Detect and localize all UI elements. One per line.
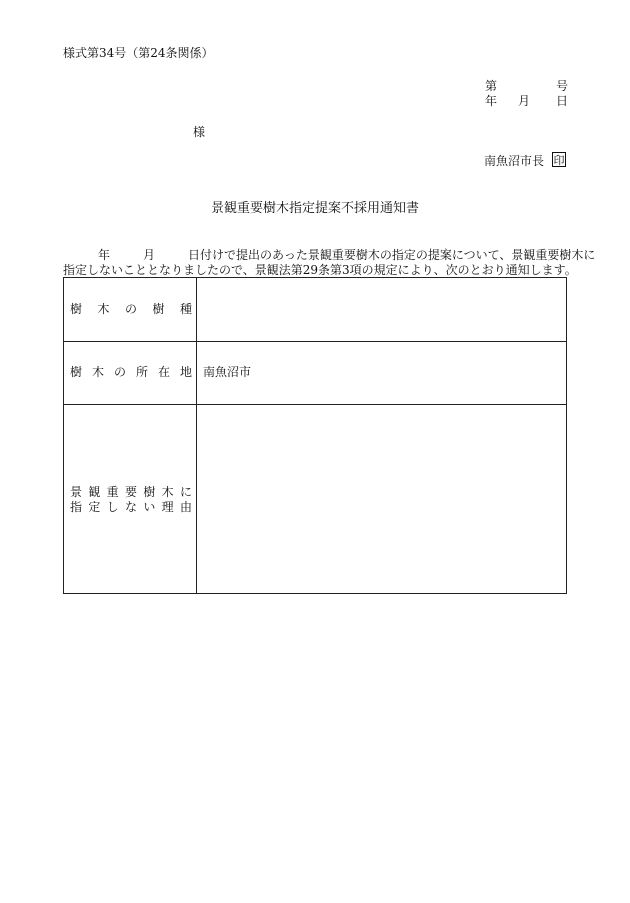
date-year-label: 年 — [485, 94, 498, 108]
recipient-honorific: 様 — [193, 125, 206, 139]
seal-stamp-box: 印 — [553, 154, 565, 167]
label-reason-line-1: 景観重要樹木に — [70, 485, 192, 499]
label-cell — [64, 278, 197, 341]
issuer-name: 南魚沼市長 — [484, 154, 545, 168]
body-month-label: 月 — [143, 248, 156, 262]
value-cell-tree-species[interactable] — [197, 278, 566, 341]
table-row-tree-species — [64, 278, 566, 342]
body-text-line-2: 指定しないこととなりましたので、景観法第29条第3項の規定により、次のとおり通知します。 — [63, 263, 577, 277]
info-table — [63, 277, 567, 594]
form-number: 様式第34号（第24条関係） — [63, 46, 214, 60]
value-cell-tree-location[interactable] — [197, 341, 566, 404]
document-number-suffix: 号 — [556, 79, 569, 93]
value-tree-location: 南魚沼市 — [203, 365, 252, 379]
table-row-reason — [64, 405, 566, 593]
document-number-prefix: 第 — [485, 79, 498, 93]
label-cell — [64, 405, 197, 593]
label-tree-location: 樹木の所在地 — [70, 365, 192, 379]
value-cell-reason[interactable] — [197, 405, 566, 593]
date-day-label: 日 — [556, 94, 569, 108]
date-month-label: 月 — [518, 94, 531, 108]
label-cell — [64, 341, 197, 404]
body-text-line-1 — [63, 248, 595, 262]
document-title: 景観重要樹木指定提案不採用通知書 — [210, 201, 419, 216]
body-text-1: 日付けで提出のあった景観重要樹木の指定の提案について、景観重要樹木に — [188, 248, 596, 262]
body-year-label: 年 — [98, 248, 111, 262]
table-row-tree-location — [64, 341, 566, 405]
label-reason-line-2: 指定しない理由 — [70, 500, 192, 514]
label-tree-species: 樹木の樹種 — [70, 302, 192, 316]
